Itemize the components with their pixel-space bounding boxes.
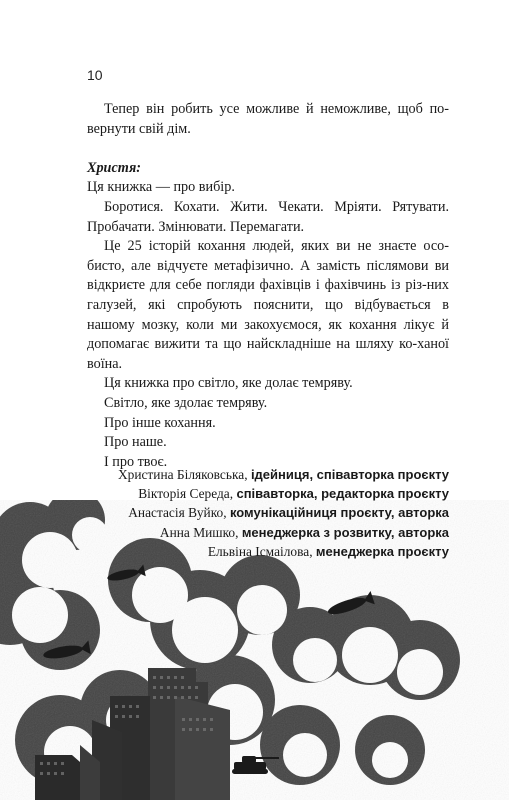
credit-line (29, 542, 449, 561)
section-heading: Христя: (87, 159, 141, 176)
section-line-4: Ця книжка про світло, яке долає темряву. (104, 375, 353, 392)
section-line-2: Боротися. Кохати. Жити. Чекати. Мріяти. Рятувати. Пробачати. Змінювати. Перемагати. (87, 198, 449, 235)
section-line-3: Це 25 історій кохання людей, яких ви не знаєте осо-бисто, але відчуєте метафізично. А замість післямови ви відкриєте для себе погляди фахівців і фахівчинь із різ-них галузей, які спробують пояснити, що відбувається в нашому мозку, коли ми закохуємося, як кохання лікує й допомагає вижити та що найскладніше на шляху ко-ханої воїна. (87, 238, 449, 372)
credit-name: Анна Мишко, (159, 524, 239, 540)
credit-name: Вікторія Середа, (138, 486, 234, 502)
credit-name: Анастасія Вуйко, (128, 505, 227, 521)
section-line-5: Світло, яке здолає темряву. (104, 394, 268, 411)
credits (29, 465, 449, 561)
credit-name: Христина Біляковська, (117, 467, 248, 482)
credit-role: менеджерка проєкту (315, 543, 449, 559)
section-line-6: Про інше кохання. (104, 414, 216, 431)
credit-role: комунікаційниця проєкту, авторка (229, 505, 449, 521)
page-number: 10 (87, 67, 103, 83)
credit-role: ідейниця, співавторка проєкту (250, 467, 449, 482)
section-line-8: І про твоє. (104, 453, 168, 470)
credit-line (29, 484, 449, 503)
section-line-1: Ця книжка — про вибір. (87, 179, 235, 196)
body-text (87, 100, 449, 472)
credit-role: співавторка, редакторка проєкту (236, 486, 449, 502)
credit-line (29, 503, 449, 522)
credit-role: менеджерка з розвитку, авторка (241, 524, 449, 540)
intro-paragraph: Тепер він робить усе можливе й неможливе, щоб по-вернути свій дім. (87, 101, 449, 137)
section-line-7: Про наше. (104, 434, 167, 451)
credit-line (29, 523, 449, 542)
credit-name: Ельвіна Ісмаілова, (207, 543, 313, 559)
credit-line (29, 465, 449, 484)
